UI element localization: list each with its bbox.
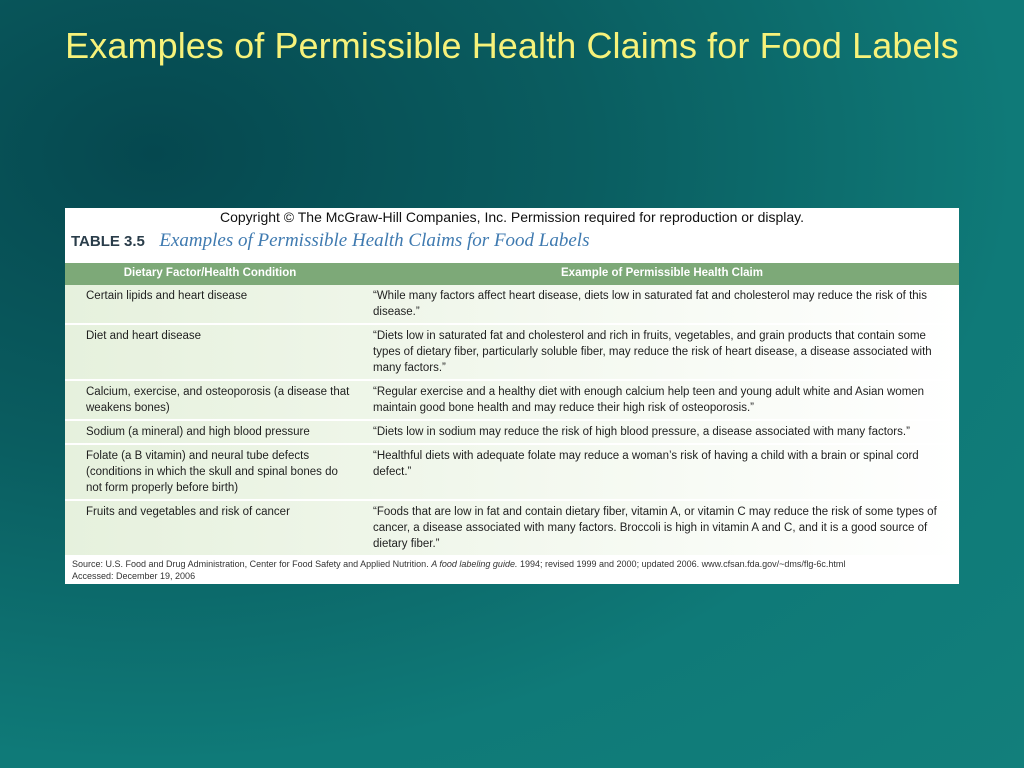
table-number: TABLE 3.5 [71,233,145,250]
factor-cell: Sodium (a mineral) and high blood pressure [86,426,310,438]
column-header-claim: Example of Permissible Health Claim [561,267,763,279]
source-accessed-date: Accessed: December 19, 2006 [72,571,196,581]
copyright-notice: Copyright © The McGraw-Hill Companies, Inc. Permission required for reproduction or display. [219,209,805,225]
factor-cell: Calcium, exercise, and osteoporosis (a disease that weakens bones) [86,386,350,414]
table-title: Examples of Permissible Health Claims for Food Labels [159,230,590,251]
table-body [65,285,959,557]
table-row [65,285,959,325]
column-header-factor: Dietary Factor/Health Condition [123,267,297,279]
source-suffix: 1994; revised 1999 and 2000; updated 2006. www.cfsan.fda.gov/~dms/flg-6c.html [519,559,846,569]
factor-cell: Certain lipids and heart disease [86,290,248,302]
claim-cell: “While many factors affect heart disease, diets low in saturated fat and cholesterol may reduce the risk of this disease.” [373,290,927,318]
table-source-note [72,558,952,582]
table-row [65,381,959,421]
table-row [65,501,959,557]
claim-cell: “Healthful diets with adequate folate may reduce a woman’s risk of having a child with a brain or spinal cord defect.” [373,450,919,478]
table-caption [71,230,589,252]
table-row [65,325,959,381]
claim-cell: “Regular exercise and a healthy diet with enough calcium help teen and young adult white and Asian women maintain good bone health and may reduce their high risk of osteoporosis.” [373,386,925,414]
source-prefix: Source: U.S. Food and Drug Administration, Center for Food Safety and Applied Nutrition. [72,559,429,569]
claim-cell: “Foods that are low in fat and contain dietary fiber, vitamin A, or vitamin C may reduce the risk of some types of cancer, a disease associated with many factors. Broccoli is high in vitamin A and C, and it is a good source of dietary fiber.” [373,506,937,550]
table-header-row [65,263,959,285]
factor-cell: Folate (a B vitamin) and neural tube defects (conditions in which the skull and spinal bones do not form properly before birth) [86,450,338,494]
table-row [65,445,959,501]
table-row [65,421,959,445]
table-figure [65,208,959,584]
factor-cell: Diet and heart disease [86,330,202,342]
source-title: A food labeling guide. [431,559,518,569]
slide-title: Examples of Permissible Health Claims for Food Labels [65,25,959,66]
claim-cell: “Diets low in saturated fat and cholesterol and rich in fruits, vegetables, and grain products that contain some types of dietary fiber, particularly soluble fiber, may reduce the risk of heart disease, a disease associated with many factors.” [373,330,932,374]
factor-cell: Fruits and vegetables and risk of cancer [86,506,290,518]
claim-cell: “Diets low in sodium may reduce the risk of high blood pressure, a disease associated with many factors.” [373,426,910,438]
